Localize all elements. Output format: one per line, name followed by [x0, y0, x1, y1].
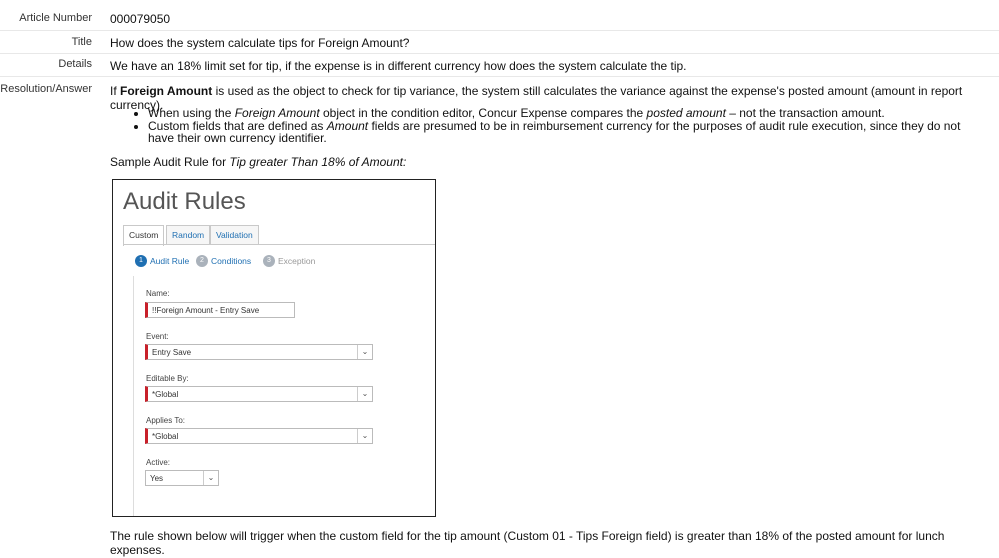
active-select[interactable]	[145, 470, 219, 486]
resolution-if: If	[110, 84, 121, 98]
audit-rules-screenshot	[112, 179, 436, 517]
chevron-down-icon: ⌄	[357, 429, 372, 443]
bullet1-italic2: posted amount	[646, 106, 726, 120]
event-select[interactable]	[145, 344, 373, 360]
step-number: 3	[263, 255, 275, 267]
footer-paragraph: The rule shown below will trigger when the custom field for the tip amount (Custom 01 - Tips Foreign field) is greater than 18% of the posted amount for lunch expenses.	[110, 529, 945, 557]
resolution-rest: is used as the object to check for tip variance, the system still calculates the variance against the expense's posted amount (amount in report currency).	[110, 84, 963, 112]
audit-rules-title: Audit Rules	[123, 188, 246, 215]
article-number-row	[0, 0, 999, 31]
bullet2-italic: Amount	[326, 119, 369, 133]
applies-to-value: *Global	[152, 432, 179, 441]
bullet1-a: When using the	[148, 106, 235, 120]
details-label: Details	[58, 58, 92, 70]
list-item	[148, 107, 988, 119]
step-conditions[interactable]	[196, 255, 251, 267]
chevron-down-icon: ⌄	[203, 471, 218, 485]
sample-italic: Tip greater Than 18% of Amount:	[229, 155, 407, 169]
article-number-label: Article Number	[19, 12, 92, 24]
chevron-down-icon: ⌄	[357, 345, 372, 359]
tab-custom[interactable]: Custom	[123, 225, 164, 246]
active-label: Active:	[146, 458, 171, 467]
step-number: 2	[196, 255, 208, 267]
step-label: Exception	[278, 256, 316, 266]
title-value: How does the system calculate tips for Foreign Amount?	[110, 36, 410, 50]
event-label: Event:	[146, 332, 169, 341]
name-field[interactable]: !!Foreign Amount - Entry Save	[145, 302, 295, 318]
bullet1-italic: Foreign Amount	[234, 106, 320, 120]
bullet1-b: object in the condition editor, Concur Expense compares the	[319, 106, 647, 120]
bullet2-a: Custom fields that are defined as	[148, 119, 327, 133]
resolution-label: Resolution/Answer	[0, 83, 92, 95]
bullet2-b: fields are presumed to be in reimbursement currency for the purposes of audit rule execution, since they do not have their own currency identifier.	[148, 119, 961, 145]
step-exception[interactable]	[263, 255, 315, 267]
applies-to-label: Applies To:	[146, 416, 185, 425]
active-value: Yes	[150, 474, 164, 483]
applies-to-select[interactable]	[145, 428, 373, 444]
audit-rule-form	[133, 276, 426, 517]
step-label: Audit Rule	[150, 256, 190, 266]
foreign-amount-bold: Foreign Amount	[120, 84, 213, 98]
step-number: 1	[135, 255, 147, 267]
tab-random[interactable]: Random	[166, 225, 210, 245]
title-label: Title	[71, 36, 92, 48]
details-value: We have an 18% limit set for tip, if the expense is in different currency how does the system calculate the tip.	[110, 59, 687, 73]
editable-by-select[interactable]	[145, 386, 373, 402]
title-row	[0, 30, 999, 54]
editable-by-value: *Global	[152, 390, 179, 399]
step-label: Conditions	[211, 256, 252, 266]
tab-divider	[123, 244, 435, 245]
tab-validation[interactable]: Validation	[210, 225, 259, 245]
bullet-list	[128, 107, 988, 145]
editable-by-label: Editable By:	[146, 374, 189, 383]
chevron-down-icon: ⌄	[357, 387, 372, 401]
event-value: Entry Save	[152, 348, 192, 357]
article-number-value: 000079050	[110, 12, 171, 26]
step-audit-rule[interactable]	[135, 255, 189, 267]
bullet1-c: – not the transaction amount.	[725, 106, 885, 120]
sample-a: Sample Audit Rule for	[110, 155, 230, 169]
details-row	[0, 53, 999, 77]
sample-caption	[110, 155, 406, 169]
name-label: Name:	[146, 289, 170, 298]
list-item	[148, 120, 988, 144]
